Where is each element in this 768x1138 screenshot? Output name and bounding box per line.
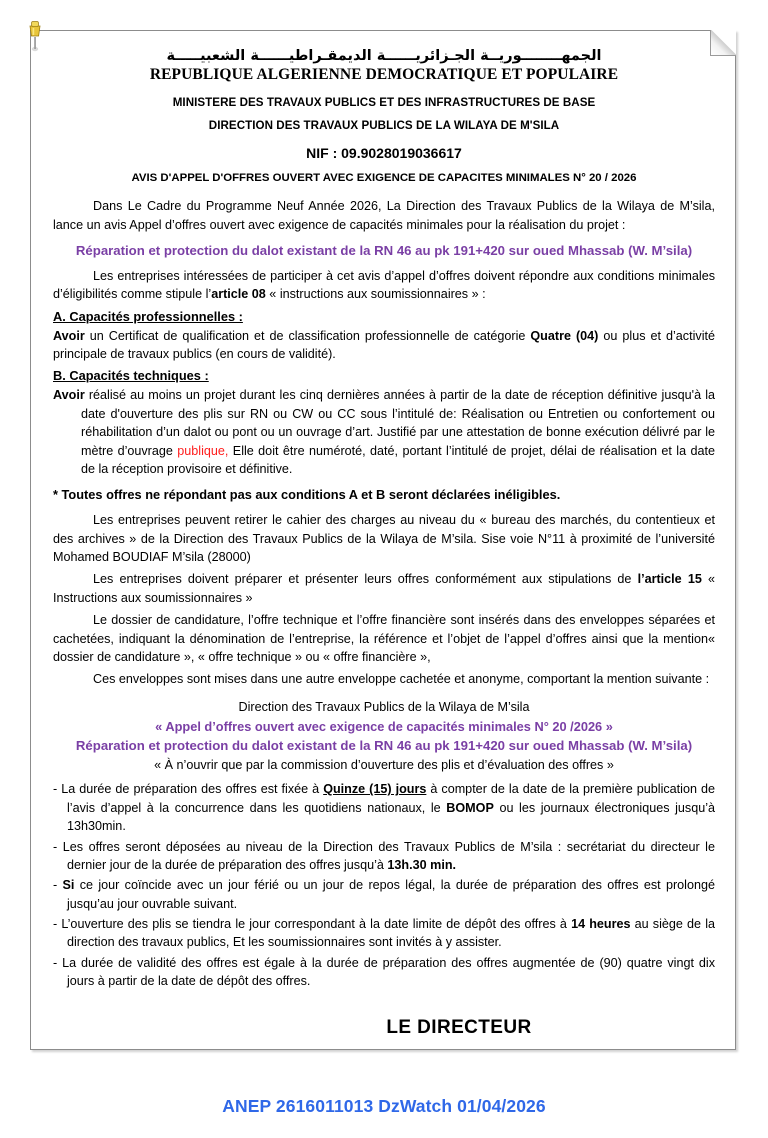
- bullet-4-text-1: - L’ouverture des plis se tiendra le jour correspondant à la date limite de dépôt des offres à: [53, 917, 572, 932]
- envelopes-paragraph: Le dossier de candidature, l’offre technique et l’offre financière sont insérés dans des enveloppes séparées et cachetées, indiquant la dénomination de l’entreprise, la référence et l’objet de l’appel d’offres ainsi que la mention« dossier de candidature », « offre technique » ou « offre financière »,: [53, 613, 715, 664]
- section-a-text-1: un Certificat de qualification et de classification professionnelle de catégorie: [84, 328, 531, 343]
- section-b-text-1: réalisé au moins un projet durant les cinq dernières années à partir de la date de réception définitive jusqu'à la date d'ouverture des plis sur RN ou CW ou CC sous l’intitulé de: Réalisation ou Entretien ou confortement ou réhabilitation d’un dalot ou pont ou un ouvrage d’art. Justifié par une attestation de bonne exécution délivré par le mètre d’ouvrage: [81, 388, 715, 458]
- arabic-republic-title: الجمهــــــــوريــة الجـزائريــــــة الديمقـراطيــــــة الشعبيـــــة: [166, 48, 602, 64]
- bullet-1-text-2: à compter de la date de la première publication de l’avis d’appel à la concurrence dans les quotidiens nationaux, le: [67, 782, 715, 815]
- section-b-body: [53, 386, 715, 478]
- bullet-1-text-1: - La durée de préparation des offres est fixée à: [53, 782, 324, 797]
- bullet-4-opening-time: 14 heures: [571, 917, 631, 932]
- article-15-text-1: Les entreprises doivent préparer et présenter leurs offres conformément aux stipulations de: [93, 572, 638, 587]
- section-b-heading: B. Capacités techniques :: [53, 368, 209, 384]
- bullet-submission-location: [53, 838, 715, 875]
- republic-title: REPUBLIQUE ALGERIENNE DEMOCRATIQUE ET POPULAIRE: [149, 66, 619, 84]
- article-08-ref: article 08: [211, 287, 266, 302]
- section-b-red-word: publique,: [177, 443, 229, 458]
- bullet-2-deadline-time: 13h.30 min.: [387, 857, 457, 872]
- bullet-2-text-1: - Les offres seront déposées au niveau de la Direction des Travaux Publics de M’sila : secrétariat du directeur le dernier jour de la durée de préparation des offres jusqu’à: [53, 839, 715, 872]
- bullet-offer-validity: - La durée de validité des offres est égale à la durée de préparation des offres augmentée de (90) quatre vingt dix jours à partir de la date de dépôt des offres.: [53, 955, 715, 989]
- bullet-3-text: ce jour coïncide avec un jour férié ou un jour de repos légal, la durée de préparation des offres est prolongé jusqu’au jour ouvrable suivant.: [67, 878, 715, 911]
- project-title: Réparation et protection du dalot existant de la RN 46 au pk 191+420 sur oued Mhassab (W. M’sila): [75, 242, 693, 258]
- document-page: [30, 30, 736, 1050]
- article-15-paragraph: [53, 570, 715, 607]
- section-b-text-2: Elle doit être numéroté, daté, portant l’intitulé de projet, délai de réalisation et la date de la réception provisoire et définitive.: [81, 443, 715, 476]
- mention-tender-ref: « Appel d’offres ouvert avec exigence de capacités minimales N° 20 /2026 »: [155, 718, 613, 734]
- section-a-text-2: ou plus et d’activité principale de travaux publics (en cours de validité).: [53, 328, 716, 361]
- section-a-lead: Avoir: [53, 328, 85, 343]
- bullet-1-duration: Quinze (15) jours: [323, 782, 427, 797]
- tender-notice-title: AVIS D'APPEL D'OFFRES OUVERT AVEC EXIGENCE DE CAPACITES MINIMALES N° 20 / 2026: [131, 172, 637, 185]
- eligibility-paragraph: [53, 267, 715, 304]
- envelope-mention-block: [53, 698, 715, 775]
- ineligibility-note: * Toutes offres ne répondant pas aux conditions A et B seront déclarées inéligibles.: [53, 487, 561, 503]
- anep-footer: ANEP 2616011013 DzWatch 01/04/2026: [222, 1096, 546, 1116]
- nif-line: NIF : 09.9028019036617: [306, 145, 462, 162]
- bullet-holiday-extension: [53, 876, 715, 913]
- bullet-4-text-2: au siège de la direction des travaux publics, Et les soumissionnaires sont invités à y assister.: [67, 917, 715, 950]
- bullet-3-lead: Si: [62, 878, 75, 893]
- bullet-preparation-duration: [53, 780, 715, 835]
- bullet-3-dash: -: [53, 878, 63, 893]
- intro-paragraph: Dans Le Cadre du Programme Neuf Année 2026, La Direction des Travaux Publics de la Wilaya de M’sila, lance un avis Appel d’offres ouvert avec exigence de capacités minimales pour la réalisation du projet :: [53, 199, 715, 232]
- ministry-line: MINISTERE DES TRAVAUX PUBLICS ET DES INFRASTRUCTURES DE BASE: [172, 96, 596, 110]
- envelopes-paragraph-2: Ces enveloppes sont mises dans une autre enveloppe cachetée et anonyme, comportant la mention suivante :: [93, 672, 710, 687]
- direction-line: DIRECTION DES TRAVAUX PUBLICS DE LA WILAYA DE M'SILA: [208, 119, 560, 133]
- section-a-category: Quatre (04): [530, 328, 599, 343]
- section-b-lead: Avoir: [53, 388, 85, 403]
- article-15-ref: l’article 15: [637, 572, 702, 587]
- eligibility-text-1: Les entreprises intéressées de participer à cet avis d’appel d’offres doivent répondre aux conditions minimales d’éligibilités comme stipule l’: [53, 268, 715, 302]
- mention-direction-line: Direction des Travaux Publics de la Wilaya de M’sila: [238, 699, 530, 714]
- signature-line: LE DIRECTEUR: [386, 1016, 532, 1038]
- mention-do-not-open: « À n’ouvrir que par la commission d’ouverture des plis et d’évaluation des offres »: [154, 757, 614, 772]
- withdrawal-paragraph: Les entreprises peuvent retirer le cahier des charges au niveau du « bureau des marchés, du contentieux et des archives » de la Direction des Travaux Publics de la Wilaya de M’sila. Sise voie N°11 à proximité de l’université Mohamed BOUDIAF M’sila (28000): [53, 513, 715, 564]
- section-a-heading: A. Capacités professionnelles :: [53, 308, 243, 324]
- article-15-text-2: « Instructions aux soumissionnaires »: [53, 572, 715, 605]
- eligibility-text-2: « instructions aux soumissionnaires » :: [265, 287, 486, 302]
- mention-project-title: Réparation et protection du dalot existant de la RN 46 au pk 191+420 sur oued Mhassab (W. M’sila): [75, 737, 693, 753]
- bullet-opening-session: [53, 915, 715, 952]
- bullet-1-bomop: BOMOP: [446, 800, 494, 815]
- bullet-1-text-3: ou les journaux électroniques jusqu’à 13h30min.: [67, 800, 716, 834]
- section-a-body: [53, 327, 715, 364]
